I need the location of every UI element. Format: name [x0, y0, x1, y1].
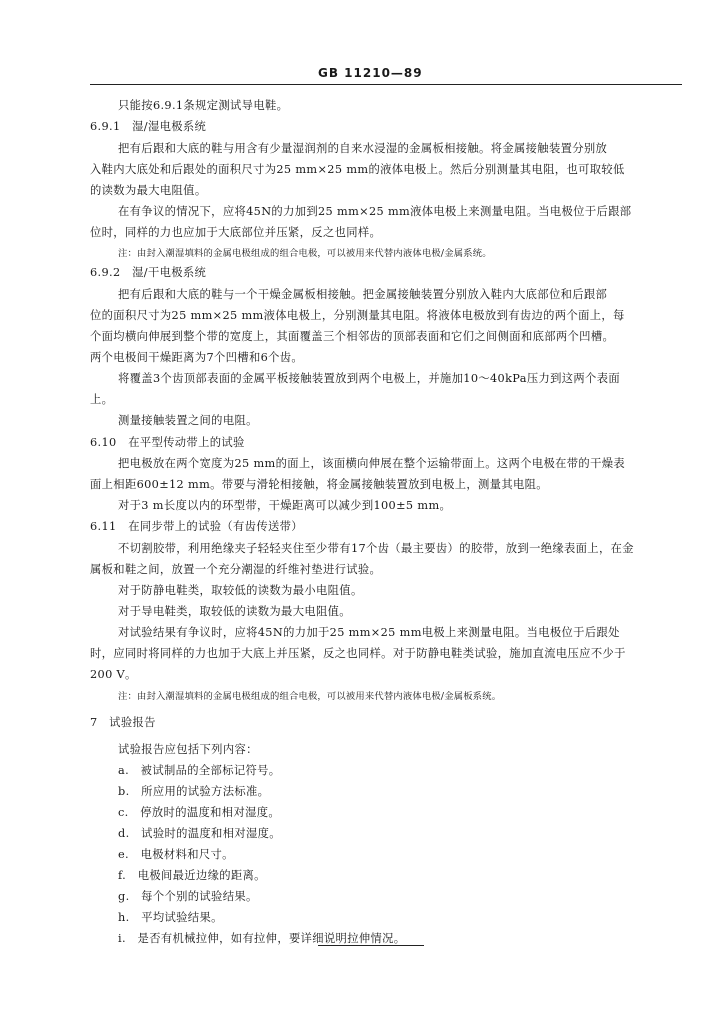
end-rule: [318, 945, 424, 946]
text-line: 入鞋内大底处和后跟处的面积尺寸为25 mm×25 mm的液体电极上。然后分别测量其电阻，也可取较低: [90, 163, 625, 176]
text-line: g. 每个个别的试验结果。: [118, 890, 258, 903]
text-line: 对于导电鞋类，取较低的读数为最大电阻值。: [118, 605, 351, 618]
section-heading: 7 试验报告: [90, 716, 156, 729]
text-line: 测量接触装置之间的电阻。: [118, 414, 258, 427]
note-line: 注：由封入潮湿填料的金属电极组成的组合电极，可以被用来代替内液体电极/金属板系统。: [118, 691, 502, 702]
text-line: 两个电极间干燥距离为7个凹槽和6个齿。: [90, 351, 304, 364]
text-line: a. 被试制品的全部标记符号。: [118, 764, 281, 777]
text-line: d. 试验时的温度和相对湿度。: [118, 827, 281, 840]
text-line: 把有后跟和大底的鞋与用含有少量湿润剂的自来水浸湿的金属板相接触。将金属接触装置分别放: [118, 142, 608, 155]
text-line: 个面均横向伸展到整个带的宽度上，其面覆盖三个相邻齿的顶部表面和它们之间侧面和底部两个凹槽。: [90, 330, 615, 343]
note-line: 注：由封入潮湿填料的金属电极组成的组合电极，可以被用来代替内液体电极/金属系统。: [118, 248, 492, 259]
section-heading: 6.9.1 湿/湿电极系统: [90, 120, 207, 133]
text-line: h. 平均试验结果。: [118, 911, 223, 924]
header-rule: [90, 84, 682, 85]
page-header: GB 11210—89: [318, 66, 423, 80]
text-line: 属板和鞋之间，放置一个充分潮湿的纤维衬垫进行试验。: [90, 563, 382, 576]
section-heading: 6.9.2 湿/干电极系统: [90, 266, 207, 279]
text-line: e. 电极材料和尺寸。: [118, 848, 234, 861]
text-line: 试验报告应包括下列内容：: [118, 743, 258, 756]
section-heading: 6.10 在平型传动带上的试验: [90, 436, 245, 449]
text-line: b. 所应用的试验方法标准。: [118, 785, 270, 798]
text-line: 面上相距600±12 mm。带要与滑轮相接触，将金属接触装置放到电极上，测量其电阻。: [90, 478, 548, 491]
text-line: f. 电极间最近边缘的距离。: [118, 869, 266, 882]
text-line: i. 是否有机械拉伸，如有拉伸，要详细说明拉伸情况。: [118, 932, 406, 945]
text-line: 把电极放在两个宽度为25 mm的面上，该面横向伸展在整个运输带面上。这两个电极在带的干燥表: [118, 457, 626, 470]
text-line: 对于3 m长度以内的环型带，干燥距离可以减少到100±5 mm。: [118, 499, 452, 512]
text-line: 对试验结果有争议时，应将45N的力加于25 mm×25 mm电极上来测量电阻。当电极位于后跟处: [118, 626, 620, 639]
text-line: 在有争议的情况下，应将45N的力加到25 mm×25 mm液体电极上来测量电阻。当电极位于后跟部: [118, 205, 632, 218]
text-line: c. 停放时的温度和相对湿度。: [118, 806, 281, 819]
text-line: 时，应同时将同样的力也加于大底上并压紧，反之也同样。对于防静电鞋类试验，施加直流电压应不少于: [90, 647, 626, 660]
text-line: 位时，同样的力也应加于大底部位并压紧，反之也同样。: [90, 226, 382, 239]
section-heading: 6.11 在同步带上的试验（有齿传送带）: [90, 520, 303, 533]
text-line: 的读数为最大电阻值。: [90, 184, 207, 197]
text-line: 把有后跟和大底的鞋与一个干燥金属板相接触。把金属接触装置分别放入鞋内大底部位和后跟部: [118, 288, 608, 301]
text-line: 上。: [90, 393, 114, 406]
text-line: 对于防静电鞋类，取较低的读数为最小电阻值。: [118, 584, 363, 597]
text-line: 位的面积尺寸为25 mm×25 mm液体电极上，分别测量其电阻。将液体电极放到有齿边的两个面上，每: [90, 309, 625, 322]
text-line: 只能按6.9.1条规定测试导电鞋。: [118, 99, 289, 112]
text-line: 200 V。: [90, 668, 137, 681]
text-line: 不切割胶带，利用绝缘夹子轻轻夹住至少带有17个齿（最主要齿）的胶带，放到一绝缘表面上，在金: [118, 542, 634, 555]
text-line: 将覆盖3个齿顶部表面的金属平板接触装置放到两个电极上，并施加10～40kPa压力到这两个表面: [118, 372, 620, 385]
